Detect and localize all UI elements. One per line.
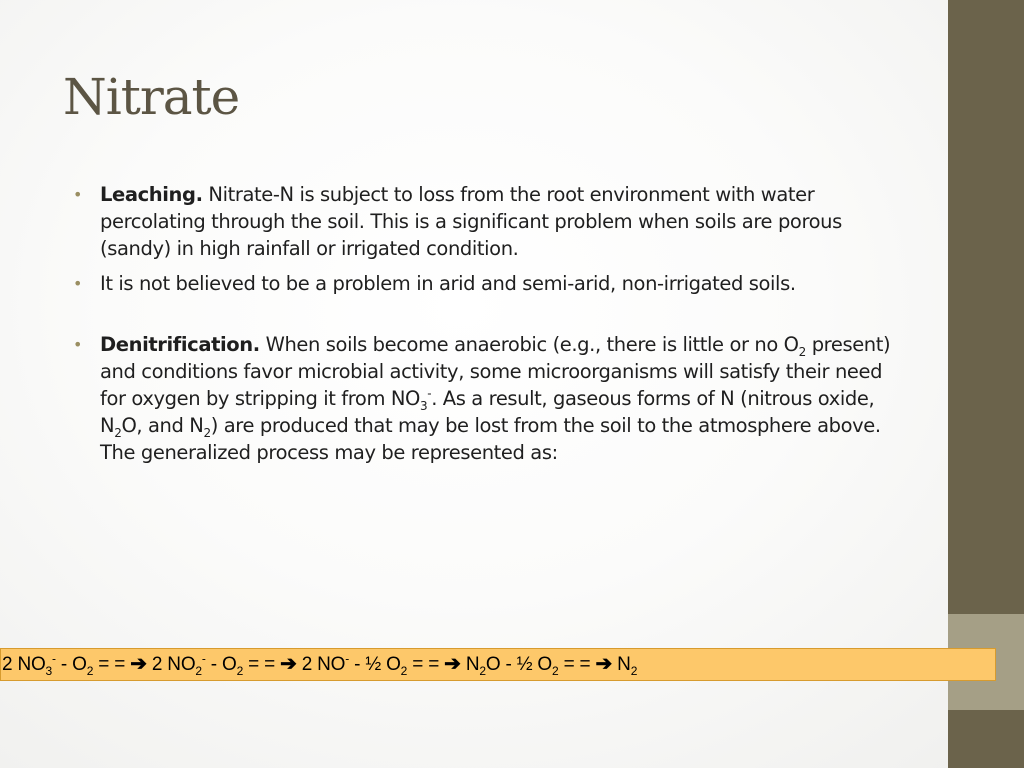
bullet-item-leaching bbox=[73, 181, 900, 262]
subscript: 2 bbox=[552, 663, 559, 678]
arrow-right-icon: ➔ bbox=[280, 653, 297, 675]
bullet-lead: Leaching. bbox=[100, 183, 203, 206]
subscript: 2 bbox=[86, 663, 94, 678]
superscript: - bbox=[427, 386, 432, 401]
bullet-text: present) and conditions favor microbial activity, some microorganisms will satisfy their need for oxygen by stripping it from NO bbox=[100, 333, 891, 410]
bullet-text: ) are produced that may be lost from the soil to the atmosphere above. The generalized process may be represented as: bbox=[100, 414, 881, 464]
arrow-right-icon: ➔ bbox=[595, 653, 613, 675]
subscript: 2 bbox=[400, 663, 408, 678]
subscript: 2 bbox=[236, 663, 244, 678]
subscript: 2 bbox=[630, 663, 638, 678]
bullet-dot-icon: • bbox=[73, 335, 83, 354]
eq-part: 2 NO bbox=[146, 654, 196, 675]
eq-part: = = bbox=[243, 654, 281, 675]
subscript: 2 bbox=[479, 663, 486, 678]
bullet-text: . As a result, gaseous forms of N (nitrous oxide, N bbox=[100, 387, 875, 437]
superscript: - bbox=[345, 651, 350, 666]
subscript: 2 bbox=[798, 344, 806, 359]
eq-part: - ½ O bbox=[349, 654, 401, 675]
slide-title: Nitrate bbox=[63, 68, 240, 126]
eq-part: O - ½ O bbox=[485, 654, 552, 675]
eq-part: - O bbox=[55, 654, 87, 675]
bullet-text: When soils become anaerobic (e.g., there is little or no O bbox=[259, 333, 799, 356]
bullet-dot-icon: • bbox=[73, 274, 83, 293]
subscript: 2 bbox=[114, 425, 122, 440]
subscript: 3 bbox=[45, 663, 53, 678]
eq-part: = = bbox=[407, 654, 445, 675]
superscript: - bbox=[201, 651, 206, 666]
subscript: 3 bbox=[420, 398, 428, 413]
eq-part: - O bbox=[205, 654, 237, 675]
bullet-text: Nitrate-N is subject to loss from the root environment with water percolating through the soil. This is a significant problem when soils are porous (sandy) in high rainfall or irrigated condition. bbox=[100, 183, 842, 260]
eq-part: N bbox=[460, 654, 480, 675]
arrow-right-icon: ➔ bbox=[444, 653, 461, 675]
bullet-item-denitrification bbox=[73, 331, 900, 466]
subscript: 2 bbox=[195, 663, 202, 678]
bullet-lead: Denitrification. bbox=[100, 333, 260, 356]
bullet-text: It is not believed to be a problem in arid and semi-arid, non-irrigated soils. bbox=[100, 272, 796, 295]
arrow-right-icon: ➔ bbox=[130, 653, 147, 675]
bullet-item-arid bbox=[73, 270, 900, 297]
eq-part: 2 NO bbox=[2, 654, 46, 675]
bullet-list bbox=[73, 181, 900, 474]
superscript: - bbox=[52, 651, 56, 666]
subscript: 2 bbox=[203, 425, 211, 440]
bullet-dot-icon: • bbox=[73, 185, 83, 204]
eq-part: = = bbox=[93, 654, 131, 675]
eq-part: N bbox=[612, 654, 631, 675]
eq-part: = = bbox=[558, 654, 596, 675]
denitrification-equation bbox=[0, 648, 996, 681]
bullet-text: O, and N bbox=[121, 414, 204, 437]
eq-part: 2 NO bbox=[296, 654, 346, 675]
